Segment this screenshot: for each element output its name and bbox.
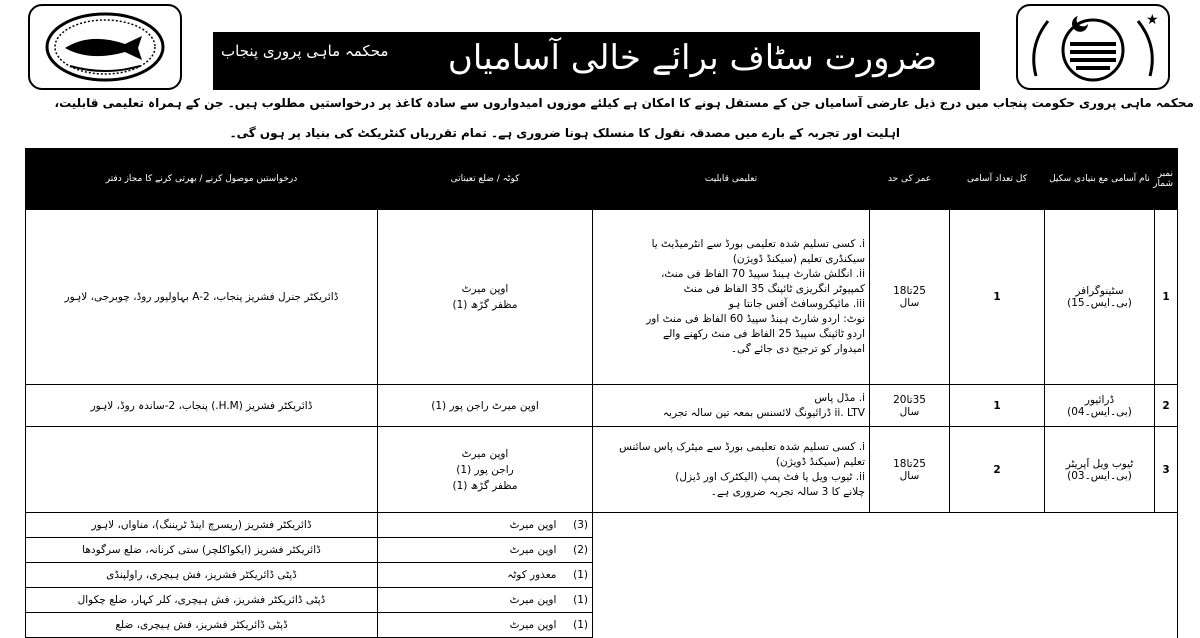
header-office: درخواستیں موصول کرنے / بھرتی کرنے کا مجاز دفتر <box>26 149 378 210</box>
row-count: 1 <box>950 210 1045 385</box>
row-post: سٹینوگرافر (بی۔ایس۔15) <box>1045 210 1155 385</box>
subrow-quota: (1) اوپن میرٹ <box>378 588 593 613</box>
intro-text-line-1: محکمہ ماہی پروری حکومت پنجاب میں درج ذیل عارضی آسامیاں جن کے مستقل ہونے کا امکان ہے کیلئے موزوں امیدواروں سے سادہ کاغذ پر درخواستیں مطلوب ہیں۔ جن کے ہمراہ تعلیمی قابلیت، <box>54 96 1194 110</box>
row-number: 3 <box>1155 427 1178 513</box>
row-age: 25تا18 سال <box>870 210 950 385</box>
row-qualification: i. کسی تسلیم شدہ تعلیمی بورڈ سے انٹرمیڈیٹ یا سیکنڈری تعلیم (سیکنڈ ڈویژن) ii. انگلش شارٹ ہینڈ سپیڈ 70 الفاظ فی منٹ، کمپیوٹر انگریزی ٹائپنگ 35 الفاظ فی منٹ iii. مائیکروسافٹ آفس جانتا ہو نوٹ: اردو شارٹ ہینڈ سپیڈ 60 الفاظ فی منٹ اور اردو ٹائپنگ سپیڈ 25 الفاظ فی منٹ رکھنے والے امیدوار کو ترجیح دی جائے گی۔ <box>593 210 870 385</box>
subrow-office: ڈائریکٹر فشریز (ریسرچ اینڈ ٹریننگ)، مناواں، لاہور <box>26 513 378 538</box>
ad-header <box>28 4 1170 90</box>
row-age: 25تا18 سال <box>870 427 950 513</box>
subrow-quota: (1) اوپن میرٹ <box>378 613 593 638</box>
row-qualification: i. کسی تسلیم شدہ تعلیمی بورڈ سے میٹرک پاس سائنس تعلیم (سیکنڈ ڈویژن) ii. ٹیوب ویل یا فٹ پمپ (الیکٹرک اور ڈیزل) چلانے کا 3 سالہ تجربہ ضروری ہے۔ <box>593 427 870 513</box>
row-count: 2 <box>950 427 1045 513</box>
subrow-office: ڈپٹی ڈائریکٹر فشریز، فش ہیچری، ضلع <box>26 613 378 638</box>
row-number: 1 <box>1155 210 1178 385</box>
vacancies-table <box>25 148 1178 638</box>
subrow-quota: (3) اوپن میرٹ <box>378 513 593 538</box>
row-office <box>26 427 378 513</box>
header-post: نام آسامی مع بنیادی سکیل <box>1045 149 1155 210</box>
subrow-office: ڈائریکٹر فشریز (ایکواکلچر) ستی کرنانہ، ضلع سرگودھا <box>26 538 378 563</box>
header-qualification: تعلیمی قابلیت <box>593 149 870 210</box>
punjab-logo <box>1016 4 1170 90</box>
svg-text:★: ★ <box>1146 12 1159 28</box>
intro-text-line-2: اہلیت اور تجربہ کے بارے میں مصدقہ نقول کا منسلک ہونا ضروری ہے۔ تمام تقرریاں کنٹریکٹ کی بنیاد پر ہوں گی۔ <box>229 126 900 140</box>
row-age: 35تا20 سال <box>870 385 950 427</box>
header-age: عمر کی حد <box>870 149 950 210</box>
row-post: ٹیوب ویل آپریٹر (بی۔ایس۔03) <box>1045 427 1155 513</box>
table-row <box>26 210 1178 385</box>
table-row <box>26 385 1178 427</box>
row-post: ڈرائیور (بی۔ایس۔04) <box>1045 385 1155 427</box>
subrow-quota: (1) معذور کوٹہ <box>378 563 593 588</box>
subrow-office: ڈپٹی ڈائریکٹر فشریز، فش ہیچری، راولپنڈی <box>26 563 378 588</box>
table-row <box>26 427 1178 513</box>
header-district: کوٹہ / ضلع تعیناتی <box>378 149 593 210</box>
title-banner <box>213 32 980 90</box>
subrow-quota: (2) اوپن میرٹ <box>378 538 593 563</box>
row-district: اوپن میرٹ راجن پور (1) <box>378 385 593 427</box>
fisheries-logo <box>28 4 182 90</box>
row-district: اوپن میرٹ مظفر گڑھ (1) <box>378 210 593 385</box>
row-number: 2 <box>1155 385 1178 427</box>
subrow-office: ڈپٹی ڈائریکٹر فشریز، فش ہیچری، کلر کہار، ضلع چکوال <box>26 588 378 613</box>
department-name: محکمہ ماہی پروری پنجاب <box>221 42 389 60</box>
empty-area <box>593 513 1178 638</box>
header-count: کل تعداد آسامی <box>950 149 1045 210</box>
row-count: 1 <box>950 385 1045 427</box>
table-subrow <box>26 513 1178 538</box>
row-office: ڈائریکٹر فشریز (H.M.) پنجاب، 2-ساندہ روڈ، لاہور <box>26 385 378 427</box>
row-qualification: i. مڈل پاس ii. LTV ڈرائیونگ لائسنس بمعہ تین سالہ تجربہ <box>593 385 870 427</box>
row-district: اوپن میرٹ راجن پور (1) مظفر گڑھ (1) <box>378 427 593 513</box>
page-title: ضرورت سٹاف برائے خالی آسامیاں <box>447 38 938 78</box>
row-office: ڈائریکٹر جنرل فشریز پنجاب، A-2 بہاولپور روڈ، چوبرجی، لاہور <box>26 210 378 385</box>
header-no: نمبر شمار <box>1155 149 1178 210</box>
table-header-row <box>26 149 1178 210</box>
punjab-emblem-icon <box>1018 6 1168 88</box>
fish-emblem-icon <box>30 6 180 88</box>
